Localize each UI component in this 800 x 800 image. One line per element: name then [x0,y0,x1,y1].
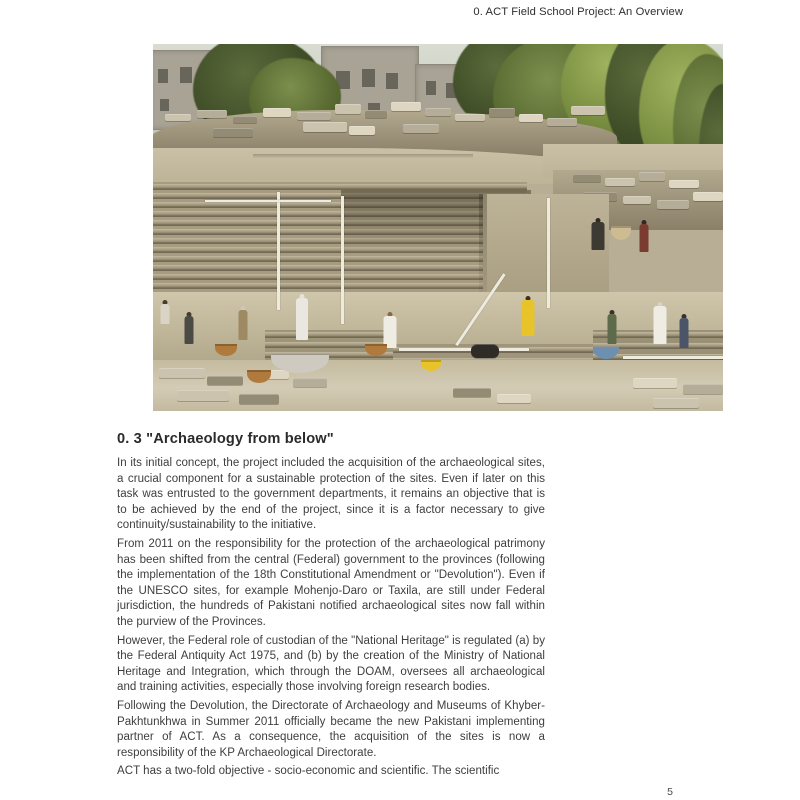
running-header: 0. ACT Field School Project: An Overview [473,6,683,18]
dark-tarp [471,344,499,358]
horizontal-string-line [623,356,723,359]
worker-figure [183,312,195,346]
worker-figure [237,306,249,342]
worker-figure [653,302,667,346]
terrace-step-shadow [253,154,473,158]
measuring-pole [341,196,344,324]
paragraph: From 2011 on the responsibility for the protection of the archaeological patrimony has been shifted from the central (Federal) government to the provinces (following the implementation of the 18th Constitutional Amendment or "Devolution"). Even if the UNESCO sites, for example Mohenjo-Daro or Taxila, are still under Federal jurisdiction, the hundreds of Pakistani notified archaeological sites now fall within the purview of the Provinces. [117,537,545,628]
horizontal-string-line [399,348,529,351]
photo-canvas [153,44,723,411]
measuring-pole [277,192,280,310]
wall-corner-shadow [479,194,487,302]
page-number: 5 [667,786,673,798]
horizontal-string-line [205,200,331,202]
worker-figure [637,220,650,254]
section-heading: 0. 3 "Archaeology from below" [117,431,334,448]
paragraph: However, the Federal role of custodian of the "National Heritage" is regulated (a) by the Federal Antiquity Act 1975, and (b) by the creation of the Ministry of National Heritage and Integration, which through the DOAM, oversees all archaeological and training activities, especially those involving foreign research bodies. [117,634,545,694]
carrying-basket [611,226,631,240]
paragraph: In its initial concept, the project included the acquisition of the archaeological sites, a crucial component for a sustainable protection of the sites. Even if later on this task was entrusted to the government departments, it remains an objective that is to be achieved by the end of the project, since it is a factor necessary to give continuity/sustainability to the initiative. [117,457,545,532]
worker-figure [677,314,690,350]
measuring-pole [547,198,550,308]
worker-figure [159,300,171,326]
worker-figure [605,310,618,346]
worker-figure [295,294,309,342]
excavation-photograph [153,44,723,411]
body-text [117,456,545,780]
paragraph: Following the Devolution, the Directorate of Archaeology and Museums of Khyber-Pakhtunkhwa in Summer 2011 officially became the new Pakistani implementing partner of ACT. As a consequence, the acquisition of the sites is now a responsibility of the KP Archaeological Directorate. [117,699,545,759]
worker-figure [591,218,605,252]
worker-figure-yellow [521,296,535,338]
paragraph: ACT has a two-fold objective - socio-economic and scientific. The scientific [117,765,500,778]
